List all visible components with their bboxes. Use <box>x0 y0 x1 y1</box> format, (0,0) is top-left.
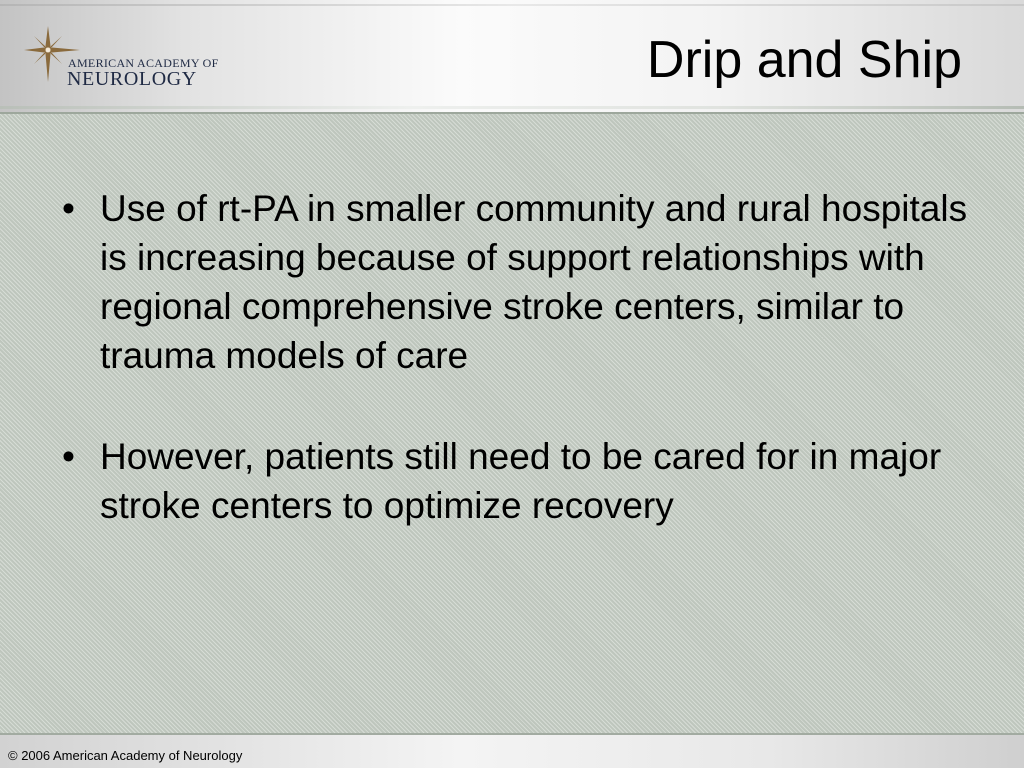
bullet-item <box>60 432 980 530</box>
copyright-text: © 2006 American Academy of Neurology <box>8 748 243 763</box>
slide-title: Drip and Ship <box>646 31 962 89</box>
aan-logo <box>24 26 234 90</box>
logo-text-line1: AMERICAN ACADEMY OF <box>68 56 219 70</box>
slide-content <box>60 184 980 530</box>
bullet-marker: • <box>62 188 75 229</box>
header-top-rule <box>0 4 1024 6</box>
logo-text-line2: NEUROLOGY <box>67 68 197 90</box>
header-bottom-rule <box>0 106 1024 109</box>
bullet-marker: • <box>62 436 75 477</box>
slide-header <box>0 0 1024 114</box>
bullet-text: Use of rt-PA in smaller community and rural hospitals is increasing because of support relationships with regional comprehensive stroke centers, similar to trauma models of care <box>100 188 968 376</box>
slide-footer <box>0 733 1024 768</box>
bullet-text: However, patients still need to be cared for in major stroke centers to optimize recovery <box>100 436 942 526</box>
bullet-item <box>60 184 980 380</box>
